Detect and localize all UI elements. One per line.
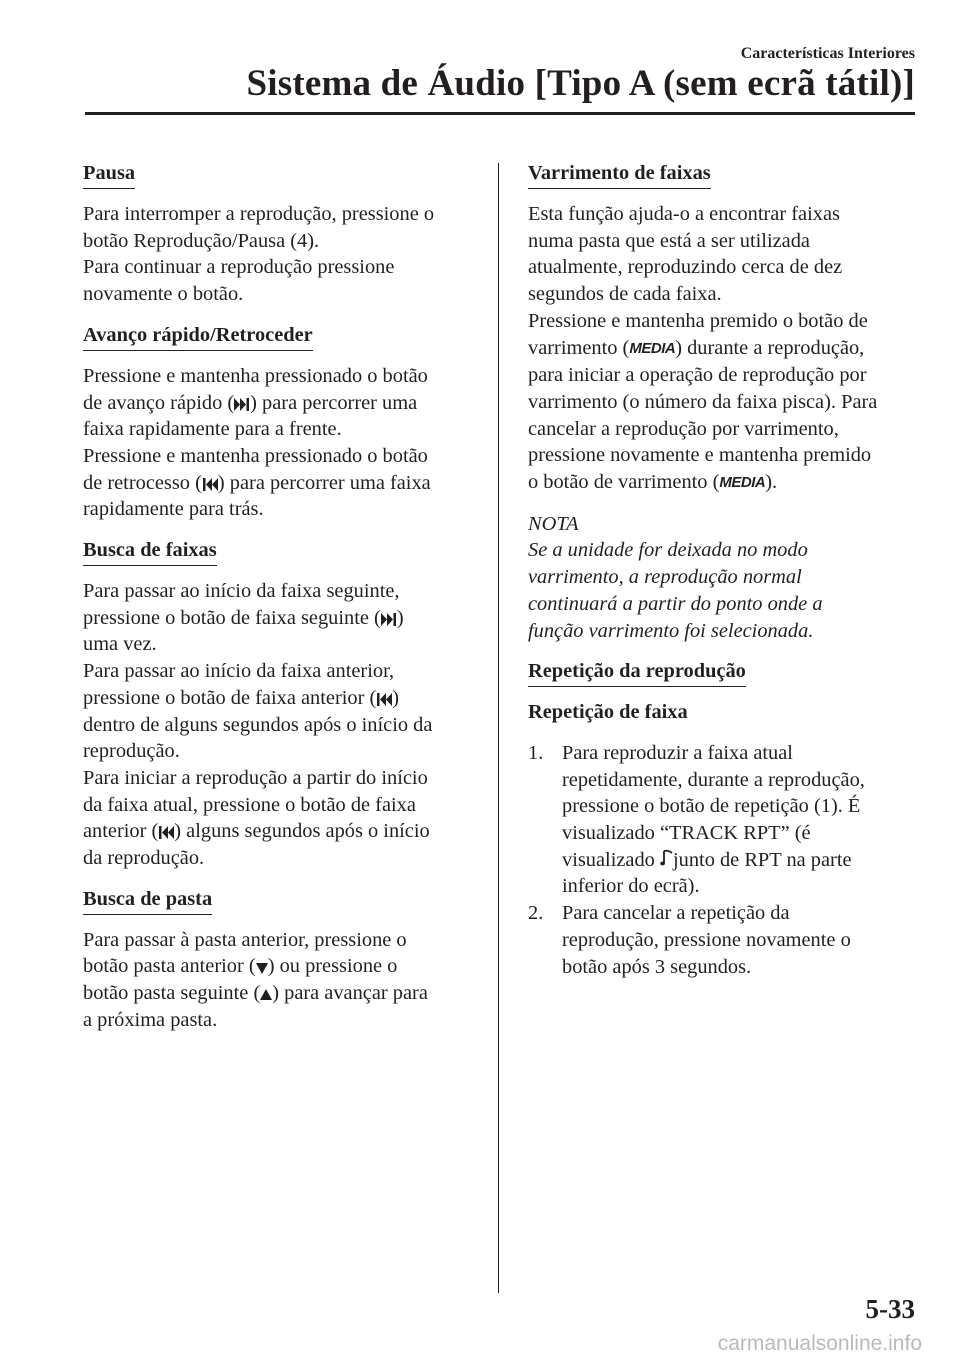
text-line: continuará a partir do ponto onde a xyxy=(528,592,823,615)
text-line xyxy=(562,847,920,874)
heading-repeticao: Repetição da reprodução xyxy=(528,659,746,687)
page-number: 5-33 xyxy=(865,1294,915,1324)
text-line xyxy=(83,953,478,980)
paragraph-busca-pasta xyxy=(83,927,478,1034)
text-line: Para iniciar a reprodução a partir do início xyxy=(83,766,428,789)
text-line: inferior do ecrã). xyxy=(562,875,700,898)
text-line: pressione novamente e mantenha premido xyxy=(528,444,872,467)
watermark: carmanualsonline.info xyxy=(717,1332,922,1355)
paragraph-busca-faixas xyxy=(83,578,478,872)
triangle-up-icon xyxy=(260,989,272,1001)
list-item xyxy=(528,900,920,980)
list-number: 1. xyxy=(528,741,544,764)
text-fragment: varrimento ( xyxy=(528,336,630,359)
header-rule xyxy=(85,112,915,115)
page-title: Sistema de Áudio [Tipo A (sem ecrã tátil)] xyxy=(246,63,915,104)
text-line: dentro de alguns segundos após o início da xyxy=(83,713,433,736)
text-line xyxy=(83,685,478,712)
paragraph-varrimento xyxy=(528,201,920,497)
text-line: Para interromper a reprodução, pressione o xyxy=(83,203,435,225)
text-fragment: pressione o botão de faixa seguinte ( xyxy=(83,606,381,629)
text-line xyxy=(83,605,478,632)
heading-busca-faixas: Busca de faixas xyxy=(83,538,217,566)
text-fragment: ) durante a reprodução, xyxy=(675,336,865,359)
paragraph-avanco xyxy=(83,363,478,523)
text-line: uma vez. xyxy=(83,633,157,656)
note-text xyxy=(528,537,920,644)
column-divider xyxy=(498,163,499,1293)
text-line: Para passar ao início da faixa seguinte, xyxy=(83,580,400,603)
text-line: Para passar à pasta anterior, pressione o xyxy=(83,928,407,951)
text-fragment: de retrocesso ( xyxy=(83,471,202,494)
text-fragment: visualizado xyxy=(562,848,660,871)
text-line xyxy=(528,335,920,363)
text-line: Para passar ao início da faixa anterior, xyxy=(83,660,395,683)
text-line xyxy=(83,470,478,497)
text-fragment: ) xyxy=(396,606,404,629)
text-line: a próxima pasta. xyxy=(83,1008,218,1031)
note-title: NOTA xyxy=(528,512,579,535)
heading-varrimento: Varrimento de faixas xyxy=(528,161,711,189)
text-line: faixa rapidamente para a frente. xyxy=(83,418,342,441)
text-fragment: ) para percorrer uma faixa xyxy=(217,471,431,494)
text-line: da faixa atual, pressione o botão de faixa xyxy=(83,793,416,816)
text-line: Para continuar a reprodução pressione xyxy=(83,256,395,279)
text-line xyxy=(83,818,478,845)
text-line: Para cancelar a repetição da xyxy=(562,902,790,925)
text-line: pressione o botão de repetição (1). É xyxy=(562,795,861,818)
text-fragment: botão pasta anterior ( xyxy=(83,955,256,978)
music-note-icon xyxy=(660,848,673,868)
text-line: botão após 3 segundos. xyxy=(562,955,752,978)
heading-avanco: Avanço rápido/Retroceder xyxy=(83,323,313,351)
text-line: Se a unidade for deixada no modo xyxy=(528,539,808,562)
text-line xyxy=(83,980,478,1007)
text-line: para iniciar a operação de reprodução por xyxy=(528,364,867,387)
text-fragment: ) xyxy=(392,686,400,709)
text-line: Pressione e mantenha pressionado o botão xyxy=(83,364,428,387)
text-line xyxy=(83,390,478,417)
triangle-down-icon xyxy=(256,962,268,974)
text-line: numa pasta que está a ser utilizada xyxy=(528,229,810,252)
heading-pausa: Pausa xyxy=(83,161,135,189)
text-line: da reprodução. xyxy=(83,847,205,870)
text-line: Pressione e mantenha premido o botão de xyxy=(528,309,868,332)
numbered-list xyxy=(528,740,920,980)
section-label: Características Interiores xyxy=(740,45,915,62)
text-fragment: ) alguns segundos após o início xyxy=(174,820,430,843)
rewind-icon xyxy=(158,826,174,839)
subheading-repeticao-faixa: Repetição de faixa xyxy=(528,701,688,724)
paragraph-pausa xyxy=(83,201,478,308)
text-fragment: anterior ( xyxy=(83,820,159,843)
text-line: Para reproduzir a faixa atual xyxy=(562,741,793,764)
right-column xyxy=(528,160,920,980)
text-line xyxy=(528,469,920,497)
text-line: repetidamente, durante a reprodução, xyxy=(562,768,865,791)
media-button-icon: MEDIA xyxy=(719,474,766,492)
left-column xyxy=(83,160,478,1048)
text-line: atualmente, reproduzindo cerca de dez xyxy=(528,256,843,279)
text-line: varrimento (o número da faixa pisca). Para xyxy=(528,390,878,413)
heading-busca-pasta: Busca de pasta xyxy=(83,887,212,915)
media-button-icon: MEDIA xyxy=(629,339,676,357)
text-line: novamente o botão. xyxy=(83,283,244,306)
text-line: Esta função ajuda-o a encontrar faixas xyxy=(528,203,840,225)
text-line: visualizado “TRACK RPT” (é xyxy=(562,822,811,845)
rewind-icon xyxy=(376,693,392,706)
text-fragment: botão pasta seguinte ( xyxy=(83,982,261,1005)
text-fragment: ) para percorrer uma xyxy=(250,391,418,414)
text-line: Pressione e mantenha pressionado o botão xyxy=(83,444,428,467)
text-line: reprodução, pressione novamente o xyxy=(562,928,851,951)
text-line: reprodução. xyxy=(83,740,180,763)
fast-forward-icon xyxy=(381,613,397,626)
list-item xyxy=(528,740,920,900)
text-fragment: ) para avançar para xyxy=(272,982,428,1005)
text-line: cancelar a reprodução por varrimento, xyxy=(528,417,839,440)
text-fragment: o botão de varrimento ( xyxy=(528,471,720,494)
text-line: botão Reprodução/Pausa (4). xyxy=(83,229,320,252)
text-line: função varrimento foi selecionada. xyxy=(528,619,814,642)
text-line: segundos de cada faixa. xyxy=(528,283,722,306)
text-fragment: pressione o botão de faixa anterior ( xyxy=(83,686,377,709)
text-fragment: ) ou pressione o xyxy=(267,955,398,978)
rewind-icon xyxy=(202,478,218,491)
fast-forward-icon xyxy=(234,398,250,411)
list-number: 2. xyxy=(528,902,544,925)
text-line: varrimento, a reprodução normal xyxy=(528,566,802,589)
text-fragment: de avanço rápido ( xyxy=(83,391,235,414)
text-fragment: ). xyxy=(765,471,778,494)
text-fragment: junto de RPT na parte xyxy=(672,848,852,871)
text-line: rapidamente para trás. xyxy=(83,498,264,521)
